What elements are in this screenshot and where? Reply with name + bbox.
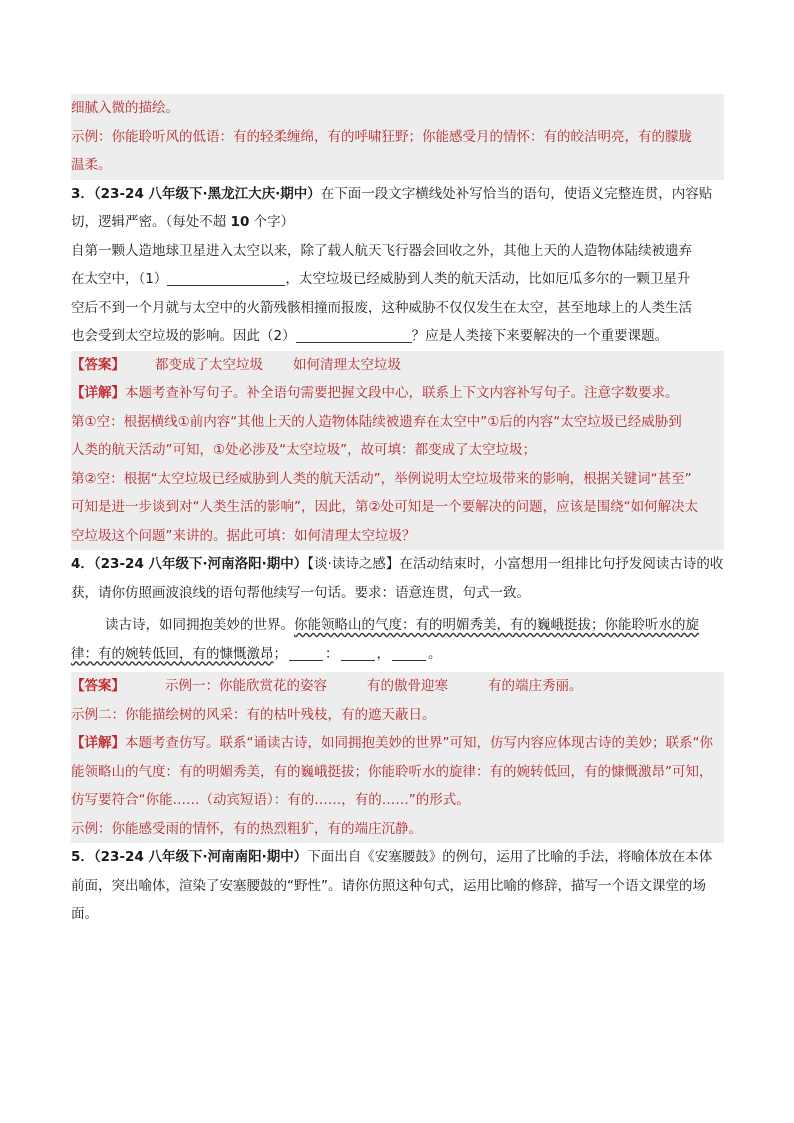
- q4-detail-line-3: 仿写要符合“你能……（动宾短语）：有的……，有的……”的形式。: [71, 792, 470, 808]
- q3-number: 3: [71, 185, 81, 202]
- q5-prompt-line-1: 5．（23-24 八年级下·河南南阳·期中）下面出自《安塞腰鼓》的例句，运用了比喻的手法，将喻体放在本体: [71, 849, 713, 865]
- q3-prompt-line-2: 切，逻辑严密。（每处不超 10 个字）: [71, 214, 295, 230]
- q4-prompt-line-1: 4．（23-24 八年级下·河南洛阳·期中）【谈·读诗之感】在活动结束时，小富想用一组排比句抒发阅读古诗的收: [71, 556, 724, 572]
- q3-detail-line-2: 第①空：根据横线①前内容“其他上天的人造物体陆续被遗弃在太空中”①后的内容“太空垃圾已经威胁到: [71, 413, 682, 430]
- q4-answer-block: [71, 672, 724, 843]
- q3-blank-2[interactable]: [296, 326, 412, 343]
- q4-wavy-sentence: 你能领略山的气度：有的明媚秀美，有的巍峨挺拔；你能聆听水的旋: [294, 617, 699, 633]
- question-3: [71, 180, 724, 551]
- q4-source: ．（23-24 八年级下·河南洛阳·期中）: [80, 556, 308, 572]
- q3-source: ．（23-24 八年级下·黑龙江大庆·期中）: [80, 185, 321, 202]
- q4-answer: 【答案】 示例一：你能欣赏花的姿容 有的傲骨迎寒 有的端庄秀丽。: [71, 678, 583, 694]
- q3-detail-line-6: 空垃圾这个问题”来讲的。据此可填：如何清理太空垃圾？: [71, 527, 416, 544]
- q5-number: 5: [71, 849, 81, 865]
- q4-answer-line-2: 示例二：你能描绘树的风采：有的枯叶残枝，有的遮天蔽日。: [71, 706, 436, 723]
- document-page: [71, 94, 724, 929]
- q3-detail-line-1: 【详解】本题考查补写句子。补全语句需要把握文段中心，联系上下文内容补写句子。注意字数要求。: [71, 385, 679, 401]
- q3-prompt-line-1: 3．（23-24 八年级下·黑龙江大庆·期中）在下面一段文字横线处补写恰当的语句，使语义完整连贯，内容贴: [71, 185, 713, 202]
- q4-passage-line-1: 读古诗，如同拥抱美妙的世界。你能领略山的气度：有的明媚秀美，有的巍峨挺拔；你能聆听水的旋: [105, 617, 699, 633]
- question-4: [71, 550, 724, 843]
- q4-blank-2[interactable]: [341, 644, 375, 661]
- q4-detail-line-4: 示例：你能感受雨的情怀，有的热烈粗犷，有的端庄沉静。: [71, 820, 422, 837]
- q3-passage-line-2: 在太空中，（1） ，太空垃圾已经威胁到人类的航天活动，比如厄瓜多尔的一颗卫星升: [71, 271, 691, 287]
- q3-answer: 【答案】 都变成了太空垃圾 如何清理太空垃圾: [71, 356, 401, 373]
- q3-answer-block: [71, 351, 724, 551]
- q4-number: 4: [71, 556, 81, 572]
- q2-detail-tail: 细腻入微的描绘。: [71, 100, 179, 116]
- q4-detail-line-1: 【详解】本题考查仿写。联系“诵读古诗，如同拥抱美妙的世界”可知，仿写内容应体现古诗的美妙；联系“你: [71, 735, 713, 751]
- q5-prompt-line-2: 前面，突出喻体，渲染了安塞腰鼓的“野性”。请你仿照这种句式，运用比喻的修辞，描写一个语文课堂的场: [71, 877, 706, 894]
- q3-detail-line-5: 可知是进一步谈到对“人类生活的影响”，因此，第②处可知是一个要解决的问题，应该是围绕“如何解决太: [71, 499, 699, 515]
- q4-detail-line-2: 能领略山的气度：有的明媚秀美，有的巍峨挺拔；你能聆听水的旋律：有的婉转低回，有的慷慨激昂”可知，: [71, 763, 713, 780]
- q3-passage-line-1: 自第一颗人造地球卫星进入太空以来，除了载人航天飞行器会回收之外，其他上天的人造物体陆续被遗弃: [71, 242, 692, 259]
- q3-detail-line-4: 第②空：根据“太空垃圾已经威胁到人类的航天活动”，举例说明太空垃圾带来的影响，根据关键词“甚至”: [71, 470, 692, 487]
- q5-source: ．（23-24 八年级下·河南南阳·期中）: [80, 849, 308, 865]
- q2-example-line-1: 示例：你能聆听风的低语：有的轻柔缠绵，有的呼啸狂野；你能感受月的情怀：有的皎洁明亮，有的朦胧: [71, 128, 692, 145]
- q4-passage-line-2: 律：有的婉转低回，有的慷慨激昂； ： ， 。: [71, 645, 442, 662]
- q2-answer-block: [71, 94, 724, 180]
- q4-prompt-line-2: 获，请你仿照画波浪线的语句帮他续写一句话。要求：语意连贯，句式一致。: [71, 584, 530, 601]
- question-5: [71, 843, 724, 929]
- q4-blank-3[interactable]: [392, 644, 426, 661]
- q4-blank-1[interactable]: [289, 644, 323, 661]
- q3-passage-line-4: 也会受到太空垃圾的影响。因此（2） ？应是人类接下来要解决的一个重要课题。: [71, 328, 669, 344]
- q3-blank-1[interactable]: [167, 269, 285, 286]
- q5-prompt-line-3: 面。: [71, 906, 98, 922]
- q3-passage-line-3: 空后不到一个月就与太空中的火箭残骸相撞而报废，这种威胁不仅仅发生在太空，甚至地球上的人类生活: [71, 299, 692, 316]
- q3-detail-line-3: 人类的航天活动”可知，①处必涉及“太空垃圾”，故可填：都变成了太空垃圾；: [71, 442, 537, 458]
- q2-example-line-2: 温柔。: [71, 157, 112, 173]
